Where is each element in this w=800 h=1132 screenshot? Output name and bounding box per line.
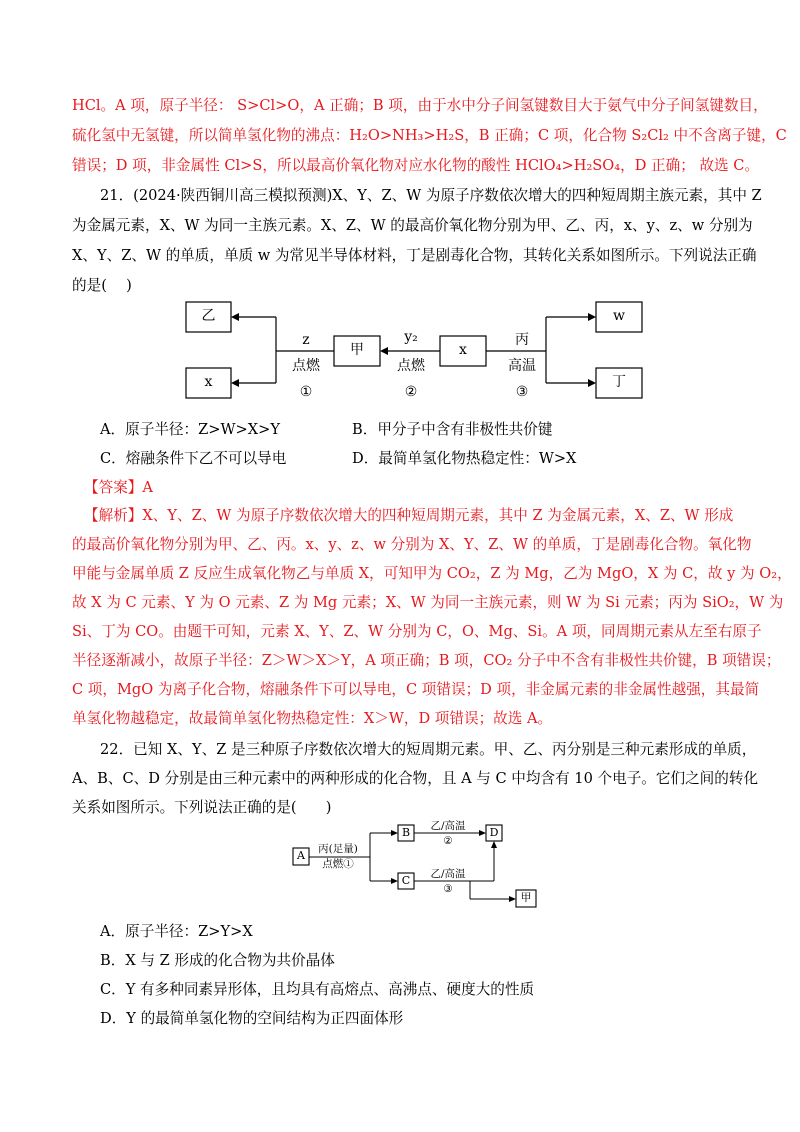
q22-label-jia: 甲 <box>520 891 532 904</box>
q21-option-c: C．熔融条件下乙不可以导电 <box>100 450 287 467</box>
q21-option-d: D．最简单氢化物热稳定性：W>X <box>352 450 577 467</box>
q21-label-ding: 丁 <box>612 374 626 390</box>
q22-option-c: C．Y 有多种同素异形体，且均具有高熔点、高沸点、硬度大的性质 <box>100 981 535 998</box>
q21-label-y2: y₂ <box>404 329 418 345</box>
q21-stem-line-4: 的是( ) <box>72 277 132 294</box>
q21-label-x-mid: x <box>459 342 467 358</box>
q21-label-yi: 乙 <box>201 308 216 324</box>
analysis-label: 【解析】 <box>84 507 143 524</box>
q21-label-jia: 甲 <box>350 342 364 358</box>
q21-analysis-line-4: 故 X 为 C 元素、Y 为 O 元素、Z 为 Mg 元素；X、W 为同一主族元素，则 W 为 Si 元素；丙为 SiO₂，W 为 <box>72 594 784 611</box>
q21-analysis-line-3: 甲能与金属单质 Z 反应生成氧化物乙与单质 X，可知甲为 CO₂，Z 为 Mg，乙为 MgO，X 为 C，故 y 为 O₂， <box>72 565 792 582</box>
q21-stem-line-3: X、Y、Z、W 的单质，单质 w 为常见半导体材料，丁是剧毒化合物，其转化关系如图所示。下列说法正确 <box>72 247 757 264</box>
q21-label-dianran-2: 点燃 <box>397 358 425 374</box>
answer-label: 【答案】 <box>84 479 143 496</box>
q21-label-bing: 丙 <box>515 332 529 348</box>
q22-label-bing: 丙(足量) <box>318 843 358 855</box>
q21-label-dianran-1: 点燃 <box>292 358 320 374</box>
q22-label-c: C <box>401 874 411 887</box>
q21-analysis-line-8: 单氢化物越稳定，故最简单氢化物热稳定性：X＞W，D 项错误；故选 A。 <box>72 710 553 727</box>
q22-label-step-3: ③ <box>443 883 453 895</box>
q21-analysis-line-5: Si、丁为 CO。由题干可知，元素 X、Y、Z、W 分别为 C，O、Mg、Si。A 项，同周期元素从左至右原子 <box>72 623 762 640</box>
prev-explanation-line-3: 错误；D 项，非金属性 Cl>S，所以最高价氧化物对应水化物的酸性 HClO₄>H₂SO₄，D 正确； 故选 C。 <box>72 157 760 174</box>
q21-label-gaowen: 高温 <box>508 358 536 374</box>
q21-label-z: z <box>302 332 310 348</box>
q21-option-b: B．甲分子中含有非极性共价键 <box>352 421 553 438</box>
q22-label-step-2: ② <box>443 835 453 847</box>
q21-label-step-1: ① <box>299 384 313 400</box>
analysis-text-1: X、Y、Z、W 为原子序数依次增大的四种短周期元素，其中 Z 为金属元素，X、Z、W 形成 <box>142 507 734 524</box>
prev-explanation-line-2: 硫化氢中无氢键，所以简单氢化物的沸点：H₂O>NH₃>H₂S，B 正确；C 项，化合物 S₂Cl₂ 中不含离子键，C <box>72 127 787 144</box>
q21-analysis-line-1 <box>84 506 733 526</box>
q21-analysis-line-2: 的最高价氧化物分别为甲、乙、丙。x、y、z、w 分别为 X、Y、Z、W 的单质，丁是剧毒化合物。氧化物 <box>72 536 752 553</box>
q22-stem-line-3: 关系如图所示。下列说法正确的是( ) <box>72 799 332 816</box>
q21-label-x-left: x <box>204 374 213 390</box>
q21-label-step-3: ③ <box>515 384 529 400</box>
q22-label-b: B <box>401 826 411 839</box>
q21-label-step-2: ② <box>404 384 418 400</box>
q21-label-w: w <box>613 308 625 324</box>
q22-label-a: A <box>297 849 305 862</box>
q21-stem-line-1: 21．(2024·陕西铜川高三模拟预测)X、Y、Z、W 为原子序数依次增大的四种短周期主族元素，其中 Z <box>100 187 762 204</box>
q22-label-dianran: 点燃① <box>322 858 354 870</box>
q21-answer <box>84 478 153 498</box>
q22-label-d: D <box>489 826 499 839</box>
q22-stem-line-1: 22．已知 X、Y、Z 是三种原子序数依次增大的短周期元素。甲、乙、丙分别是三种元素形成的单质， <box>100 741 757 758</box>
q21-analysis-line-7: C 项，MgO 为离子化合物，熔融条件下可以导电，C 项错误；D 项，非金属元素的非金属性越强，其最简 <box>72 681 760 698</box>
q22-label-top: 乙/高温 <box>430 820 466 832</box>
q22-option-a: A．原子半径：Z>Y>X <box>100 923 253 940</box>
q22-option-d: D．Y 的最简单氢化物的空间结构为正四面体形 <box>100 1010 404 1027</box>
q22-stem-line-2: A、B、C、D 分别是由三种元素中的两种形成的化合物，且 A 与 C 中均含有 10 个电子。它们之间的转化 <box>72 770 759 787</box>
q22-option-b: B．X 与 Z 形成的化合物为共价晶体 <box>100 952 335 969</box>
q22-label-mid: 乙/高温 <box>430 868 466 880</box>
q21-stem-line-2: 为金属元素，X、W 为同一主族元素。X、Z、W 的最高价氧化物分别为甲、乙、丙，x、y、z、w 分别为 <box>72 217 753 234</box>
q21-analysis-line-6: 半径逐渐减小，故原子半径：Z＞W＞X＞Y，A 项正确；B 项，CO₂ 分子中不含有非极性共价键，B 项错误； <box>72 652 781 669</box>
q21-option-a: A．原子半径：Z>W>X>Y <box>100 421 280 438</box>
answer-value: A <box>142 479 153 496</box>
prev-explanation-line-1: HCl。A 项，原子半径： S>Cl>O，A 正确；B 项，由于水中分子间氢键数目大于氨气中分子间氢键数目， <box>72 97 768 114</box>
